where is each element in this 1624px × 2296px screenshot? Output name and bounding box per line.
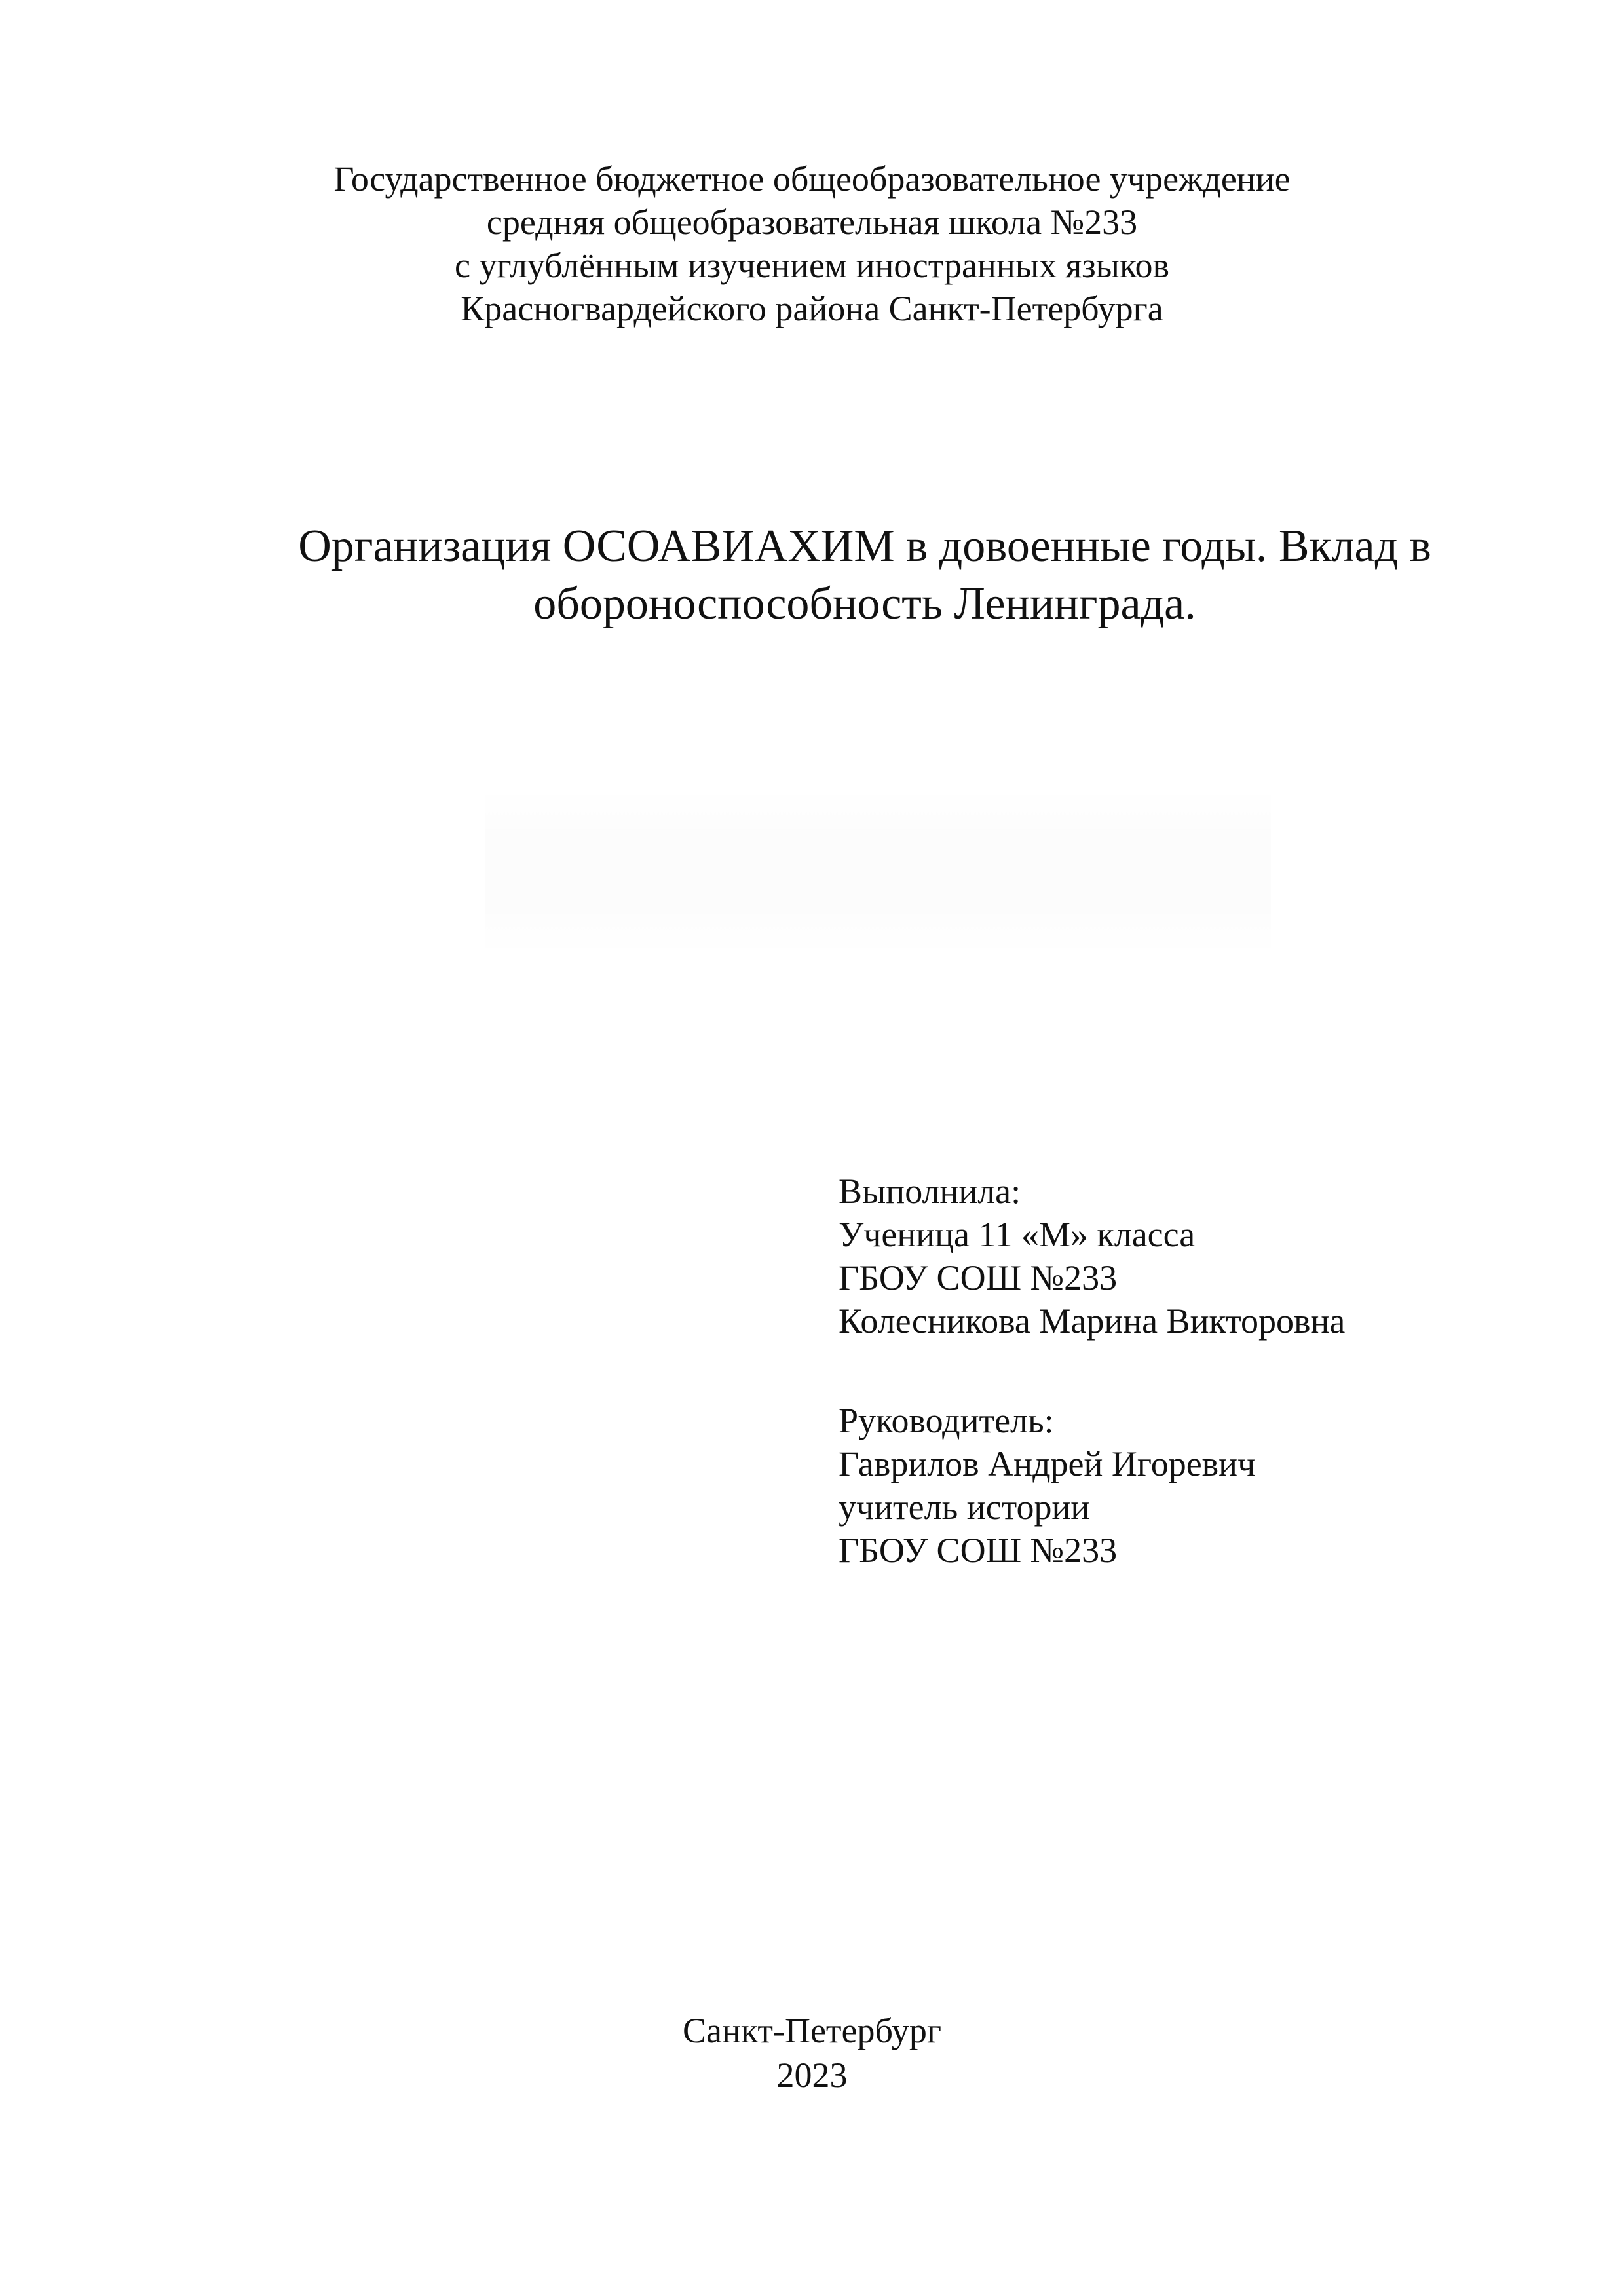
supervisor-name: Гаврилов Андрей Игоревич bbox=[839, 1444, 1256, 1483]
header-line-4: Красногвардейского района Санкт-Петербурга bbox=[461, 289, 1163, 328]
header-line-1: Государственное бюджетное общеобразовательное учреждение bbox=[333, 159, 1291, 199]
supervisor-position: учитель истории bbox=[839, 1487, 1090, 1527]
institution-header bbox=[0, 157, 1624, 330]
performer-label: Выполнила: bbox=[839, 1172, 1021, 1211]
supervisor-school: ГБОУ СОШ №233 bbox=[839, 1531, 1118, 1570]
footer bbox=[0, 2008, 1624, 2097]
title-line-2: обороноспособность Ленинграда. bbox=[533, 579, 1196, 629]
supervisor-block bbox=[839, 1399, 1255, 1572]
performer-role: Ученица 11 «М» класса bbox=[839, 1215, 1196, 1254]
performer-block bbox=[839, 1170, 1345, 1343]
supervisor-label: Руководитель: bbox=[839, 1401, 1054, 1440]
title-line-1: Организация ОСОАВИАХИМ в довоенные годы. Вклад в bbox=[298, 521, 1431, 571]
document-title bbox=[216, 518, 1513, 633]
performer-school: ГБОУ СОШ №233 bbox=[839, 1258, 1118, 1297]
performer-name: Колесникова Марина Викторовна bbox=[839, 1301, 1346, 1341]
footer-city: Санкт-Петербург bbox=[682, 2011, 942, 2050]
header-line-2: средняя общеобразовательная школа №233 bbox=[486, 202, 1138, 242]
footer-year: 2023 bbox=[776, 2056, 848, 2095]
scan-bleed-through bbox=[485, 786, 1271, 957]
header-line-3: с углублённым изучением иностранных языков bbox=[455, 246, 1169, 285]
